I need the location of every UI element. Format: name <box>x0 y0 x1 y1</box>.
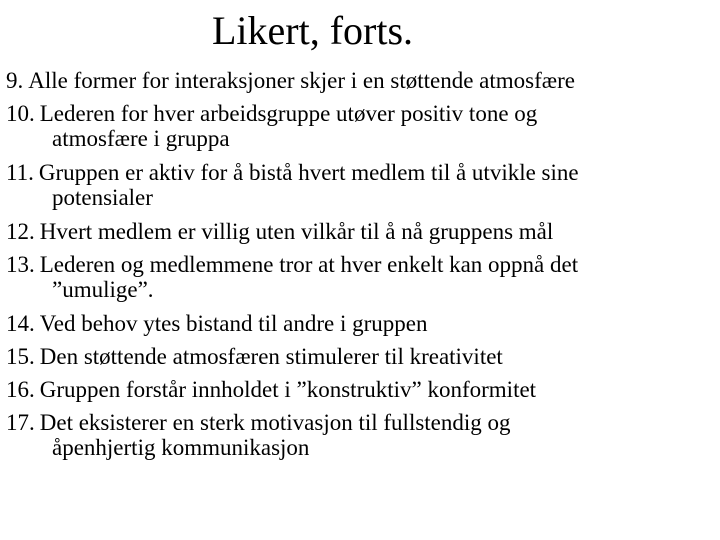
item-line <box>6 215 718 248</box>
list-item <box>6 64 718 97</box>
item-continuation: atmosfære i gruppa <box>52 126 230 151</box>
likert-item-list <box>6 64 718 465</box>
list-item <box>6 215 718 248</box>
item-number: 17. <box>6 410 35 435</box>
item-number: 13. <box>6 252 35 277</box>
item-line <box>6 340 718 373</box>
item-text: Den støttende atmosfæren stimulerer til kreativitet <box>39 344 503 369</box>
item-line <box>6 307 718 340</box>
item-line <box>6 64 718 97</box>
list-item <box>6 373 718 406</box>
item-text: Ved behov ytes bistand til andre i gruppen <box>39 311 428 336</box>
item-number: 14. <box>6 311 35 336</box>
item-number: 9. <box>6 68 24 93</box>
item-text: Gruppen forstår innholdet i ”konstruktiv” konformitet <box>39 377 537 402</box>
item-text: Alle former for interaksjoner skjer i en støttende atmosfære <box>28 68 575 93</box>
list-item <box>6 406 718 461</box>
list-item <box>6 307 718 340</box>
item-number: 16. <box>6 377 35 402</box>
slide-title: Likert, forts. <box>212 8 414 53</box>
item-line <box>6 373 718 406</box>
item-continuation: ”umulige”. <box>52 277 154 302</box>
item-number: 12. <box>6 219 35 244</box>
list-item <box>6 248 718 303</box>
item-continuation: åpenhjertig kommunikasjon <box>52 435 310 460</box>
item-number: 10. <box>6 101 35 126</box>
item-text: Lederen for hver arbeidsgruppe utøver positiv tone og <box>39 101 538 126</box>
item-text: Det eksisterer en sterk motivasjon til fullstendig og <box>39 410 511 435</box>
list-item <box>6 340 718 373</box>
item-continuation: potensialer <box>52 185 153 210</box>
item-text: Hvert medlem er villig uten vilkår til å nå gruppens mål <box>39 219 554 244</box>
item-text: Lederen og medlemmene tror at hver enkelt kan oppnå det <box>39 252 579 277</box>
item-number: 15. <box>6 344 35 369</box>
list-item <box>6 156 718 211</box>
item-text: Gruppen er aktiv for å bistå hvert medlem til å utvikle sine <box>38 160 579 185</box>
list-item <box>6 97 718 152</box>
item-number: 11. <box>6 160 34 185</box>
